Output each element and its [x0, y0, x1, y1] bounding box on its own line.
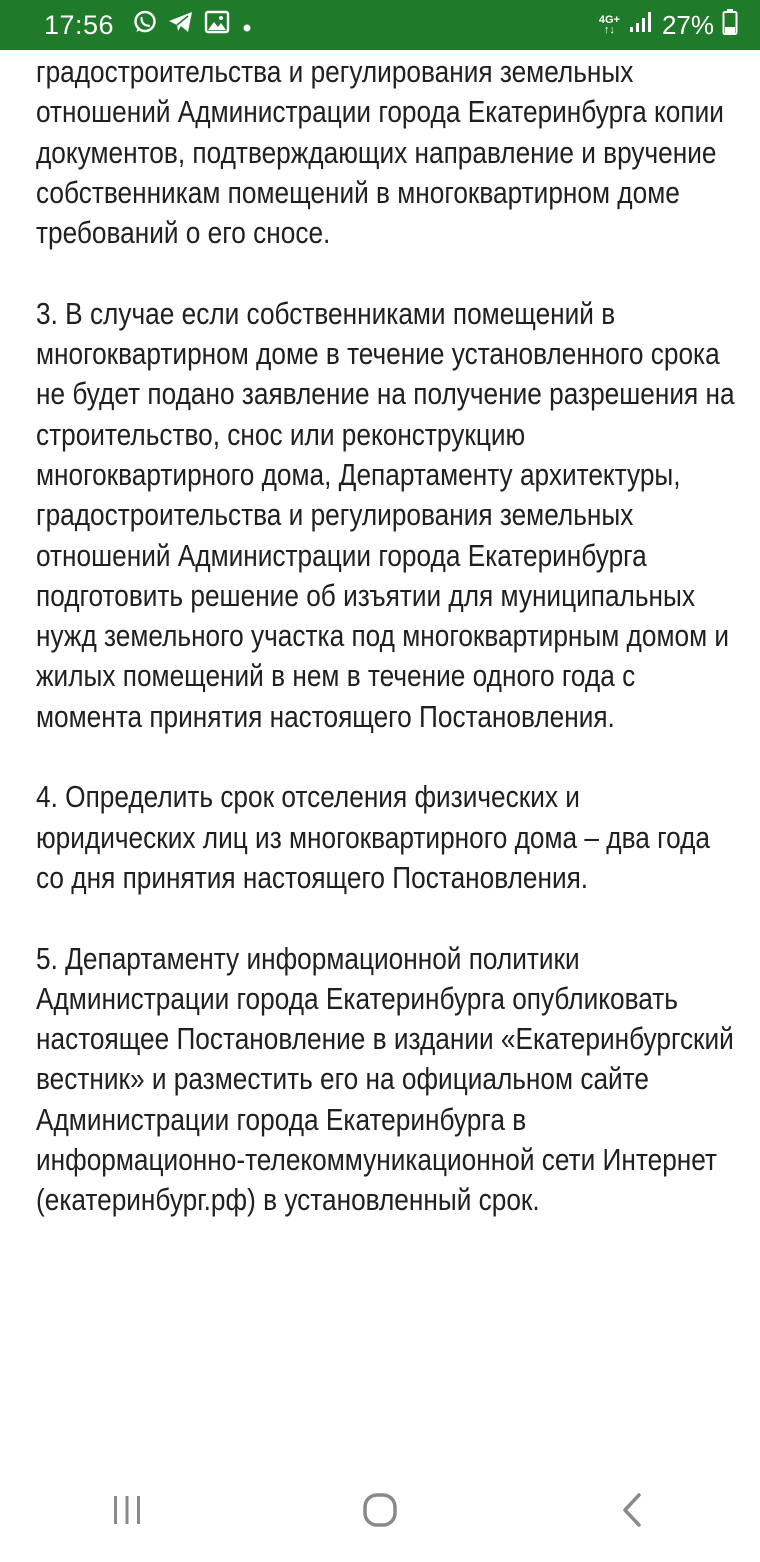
- network-type-label: 4G+: [598, 14, 620, 26]
- battery-icon: [722, 8, 738, 43]
- notification-dot-icon: [240, 10, 254, 41]
- document-paragraph: 5. Департаменту информационной политики Администрации города Екатеринбурга опубликовать настоящее Постановление в издании «Екатеринбургский вестник» и разместить его на официальном сайте Администрации города Екатеринбурга в информационно-телекоммуникационной сети Интернет (екатеринбург.рф) в установленный срок.: [36, 941, 734, 1218]
- recent-apps-button[interactable]: [67, 1472, 187, 1552]
- status-bar: [0, 0, 760, 50]
- network-type: [599, 15, 620, 35]
- back-button[interactable]: [573, 1472, 693, 1552]
- status-right: [599, 8, 738, 43]
- gallery-icon: [204, 10, 230, 41]
- navigation-bar: [0, 1462, 760, 1562]
- status-left: [44, 9, 254, 42]
- document-content[interactable]: [36, 52, 735, 1462]
- document-body: [36, 52, 736, 1221]
- document-paragraph: 3. В случае если собственниками помещений в многоквартирном доме в течение установленного срока не будет подано заявление на получение разрешения на строительство, снос или реконструкцию многоквартирного дома, Департаменту архитектуры, градостроительства и регулирования земельных отношений Администрации города Екатеринбурга подготовить решение об изъятии для муниципальных нужд земельного участка под многоквартирным домом и жилых помещений в нем в течение одного года с момента принятия настоящего Постановления.: [36, 296, 735, 734]
- whatsapp-icon: [132, 9, 158, 42]
- battery-percent: 27%: [661, 9, 714, 40]
- home-icon: [360, 1490, 400, 1535]
- status-time: 17:56: [44, 9, 115, 40]
- home-button[interactable]: [320, 1472, 440, 1552]
- document-paragraph: градостроительства и регулирования земельных отношений Администрации города Екатеринбурга копии документов, подтверждающих направление и вручение собственникам помещений в многоквартирном доме требований о его сносе.: [36, 55, 724, 251]
- signal-icon: [628, 10, 654, 41]
- document-paragraph: 4. Определить срок отселения физических и юридических лиц из многоквартирного дома – два года со дня принятия настоящего Постановления.: [36, 780, 710, 895]
- back-icon: [615, 1490, 651, 1535]
- recent-apps-icon: [109, 1492, 145, 1533]
- network-activity-arrows: ↑↓: [603, 24, 615, 36]
- telegram-icon: [168, 10, 194, 41]
